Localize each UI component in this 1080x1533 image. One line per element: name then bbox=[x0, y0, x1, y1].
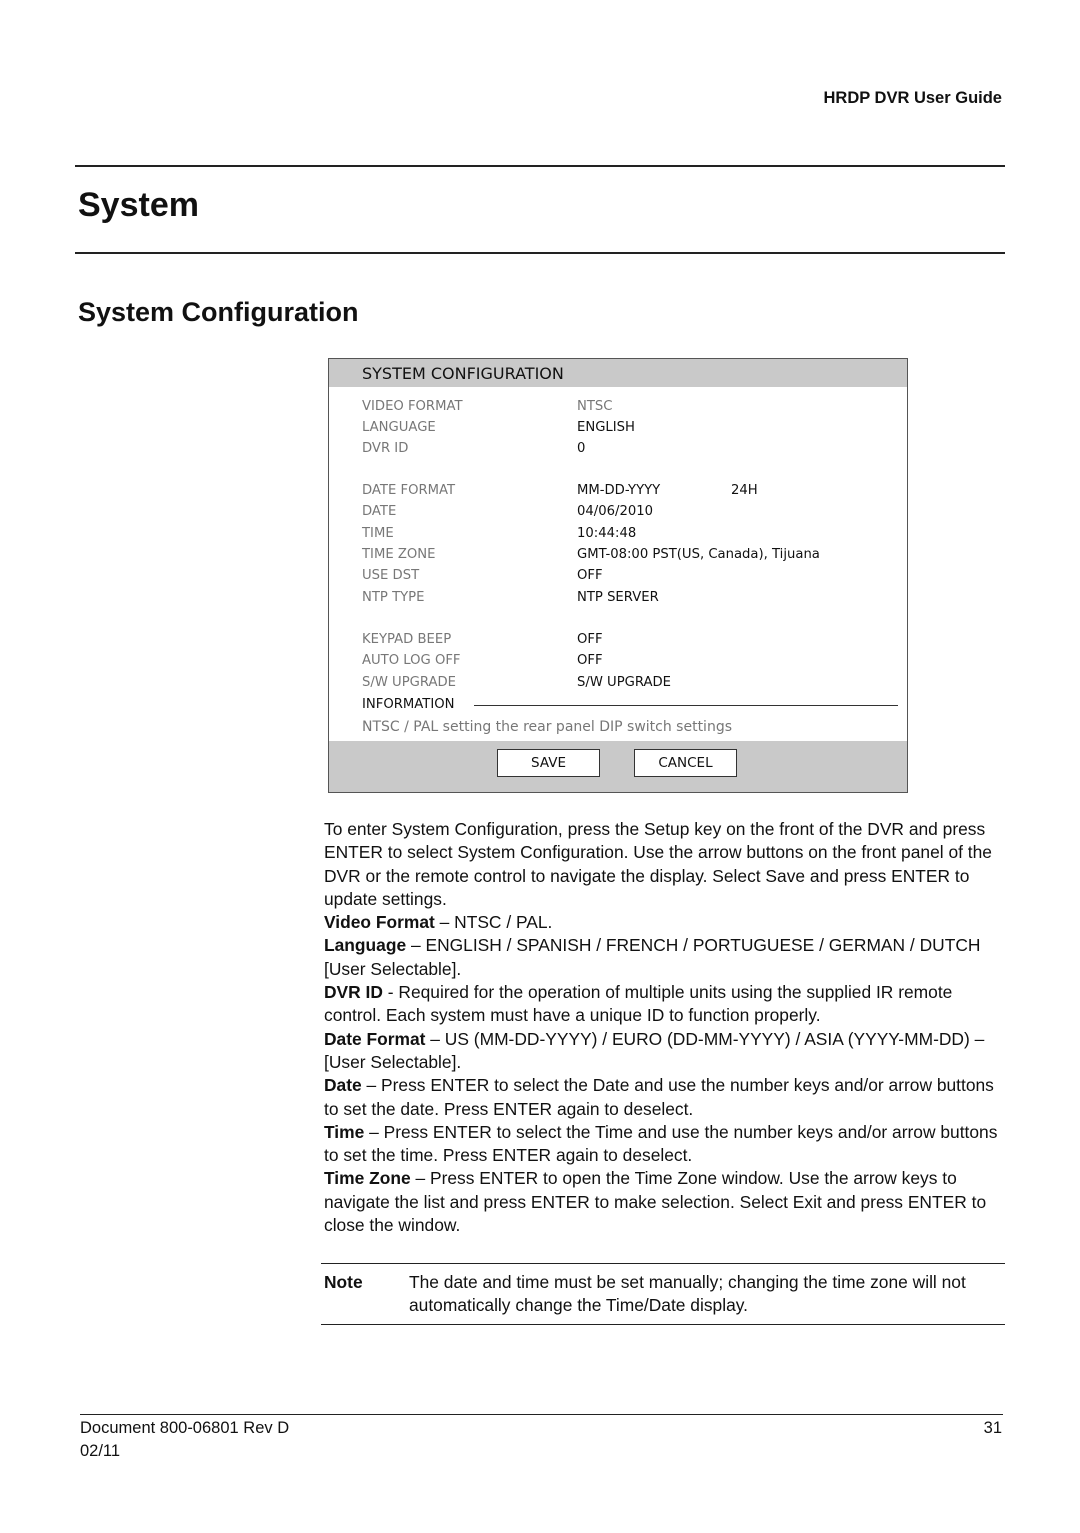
setting-value[interactable]: ENGLISH bbox=[577, 420, 635, 435]
definition-text: – Press ENTER to select the Date and use the number keys and/or arrow buttons to set the date. Press ENTER again to deselect. bbox=[324, 1075, 994, 1119]
section-title: System Configuration bbox=[78, 297, 359, 327]
setting-value[interactable]: 0 bbox=[577, 441, 586, 456]
setting-label: NTP TYPE bbox=[362, 590, 425, 605]
definition-term: Video Format bbox=[324, 912, 435, 933]
definition-term: Time bbox=[324, 1121, 365, 1142]
information-divider bbox=[474, 705, 898, 706]
setting-value[interactable]: OFF bbox=[577, 568, 603, 583]
information-label: INFORMATION bbox=[362, 697, 455, 712]
definition-item bbox=[324, 1167, 1008, 1237]
setting-label: KEYPAD BEEP bbox=[362, 632, 452, 647]
definition-item bbox=[324, 911, 1008, 934]
setting-label: USE DST bbox=[362, 568, 420, 583]
definition-text: – ENGLISH / SPANISH / FRENCH / PORTUGUESE / GERMAN / DUTCH [User Selectable]. bbox=[324, 935, 981, 979]
body-text bbox=[324, 818, 1008, 1237]
information-text: NTSC / PAL setting the rear panel DIP switch settings bbox=[362, 719, 733, 735]
definition-text: – Press ENTER to open the Time Zone window. Use the arrow keys to navigate the list and press ENTER to make selection. Select Exit and press ENTER to close the window. bbox=[324, 1168, 987, 1236]
document-number: Document 800-06801 Rev D bbox=[80, 1419, 290, 1437]
setting-label: TIME bbox=[362, 526, 394, 541]
definition-text: - Required for the operation of multiple units using the supplied IR remote control. Each system must have a unique ID to function properly. bbox=[324, 982, 953, 1026]
intro-paragraph: To enter System Configuration, press the Setup key on the front of the DVR and press ENTER to select System Configuration. Use the arrow buttons on the front panel of the DVR or the remote control to navigate the display. Select Save and press ENTER to update settings. bbox=[324, 819, 992, 909]
divider bbox=[75, 165, 1005, 167]
note-top-rule bbox=[321, 1263, 1005, 1264]
definition-term: Date bbox=[324, 1075, 362, 1096]
setting-label: LANGUAGE bbox=[362, 420, 436, 435]
setting-label: DATE bbox=[362, 504, 397, 519]
setting-value[interactable]: S/W UPGRADE bbox=[577, 675, 672, 690]
setting-value[interactable]: OFF bbox=[577, 632, 603, 647]
divider bbox=[75, 252, 1005, 254]
setting-value[interactable]: NTP SERVER bbox=[577, 590, 659, 605]
definition-term: DVR ID bbox=[324, 982, 383, 1003]
definition-term: Language bbox=[324, 935, 407, 956]
panel-footer bbox=[329, 741, 907, 792]
definition-item bbox=[324, 934, 1008, 981]
setting-value[interactable]: 10:44:48 bbox=[577, 526, 637, 541]
setting-value[interactable]: GMT-08:00 PST(US, Canada), Tijuana bbox=[577, 547, 820, 562]
revision-date: 02/11 bbox=[80, 1442, 121, 1460]
setting-value[interactable]: OFF bbox=[577, 653, 603, 668]
cancel-button[interactable]: CANCEL bbox=[634, 749, 737, 777]
definition-item bbox=[324, 981, 1008, 1028]
definition-item bbox=[324, 1074, 1008, 1121]
setting-value[interactable]: NTSC bbox=[577, 399, 613, 414]
setting-label: DVR ID bbox=[362, 441, 409, 456]
note-bottom-rule bbox=[321, 1324, 1005, 1325]
definition-item bbox=[324, 1121, 1008, 1168]
setting-label: AUTO LOG OFF bbox=[362, 653, 461, 668]
setting-label: S/W UPGRADE bbox=[362, 675, 457, 690]
panel-title: SYSTEM CONFIGURATION bbox=[329, 359, 907, 387]
definition-term: Time Zone bbox=[324, 1168, 411, 1189]
setting-label: VIDEO FORMAT bbox=[362, 399, 463, 414]
note bbox=[324, 1271, 1008, 1318]
page-number: 31 bbox=[983, 1419, 1002, 1437]
note-text: The date and time must be set manually; changing the time zone will not automatically change the Time/Date display. bbox=[409, 1272, 966, 1316]
system-configuration-screenshot bbox=[328, 358, 908, 793]
definition-item bbox=[324, 1028, 1008, 1075]
running-header: HRDP DVR User Guide bbox=[823, 89, 1002, 107]
time-format-value[interactable]: 24H bbox=[731, 483, 758, 498]
save-button[interactable]: SAVE bbox=[497, 749, 600, 777]
setting-value[interactable]: 04/06/2010 bbox=[577, 504, 654, 519]
definition-text: – NTSC / PAL. bbox=[434, 912, 553, 933]
definition-text: – US (MM-DD-YYYY) / EURO (DD-MM-YYYY) / ASIA (YYYY-MM-DD) – [User Selectable]. bbox=[324, 1028, 985, 1072]
setting-value[interactable]: MM-DD-YYYY bbox=[577, 483, 661, 498]
footer-rule bbox=[80, 1414, 1003, 1415]
definition-text: – Press ENTER to select the Time and use the number keys and/or arrow buttons to set the time. Press ENTER again to deselect. bbox=[324, 1121, 998, 1166]
setting-label: DATE FORMAT bbox=[362, 483, 456, 498]
page-title: System bbox=[78, 186, 199, 224]
note-label: Note bbox=[324, 1272, 363, 1292]
setting-label: TIME ZONE bbox=[362, 547, 436, 562]
definition-term: Date Format bbox=[324, 1028, 426, 1049]
